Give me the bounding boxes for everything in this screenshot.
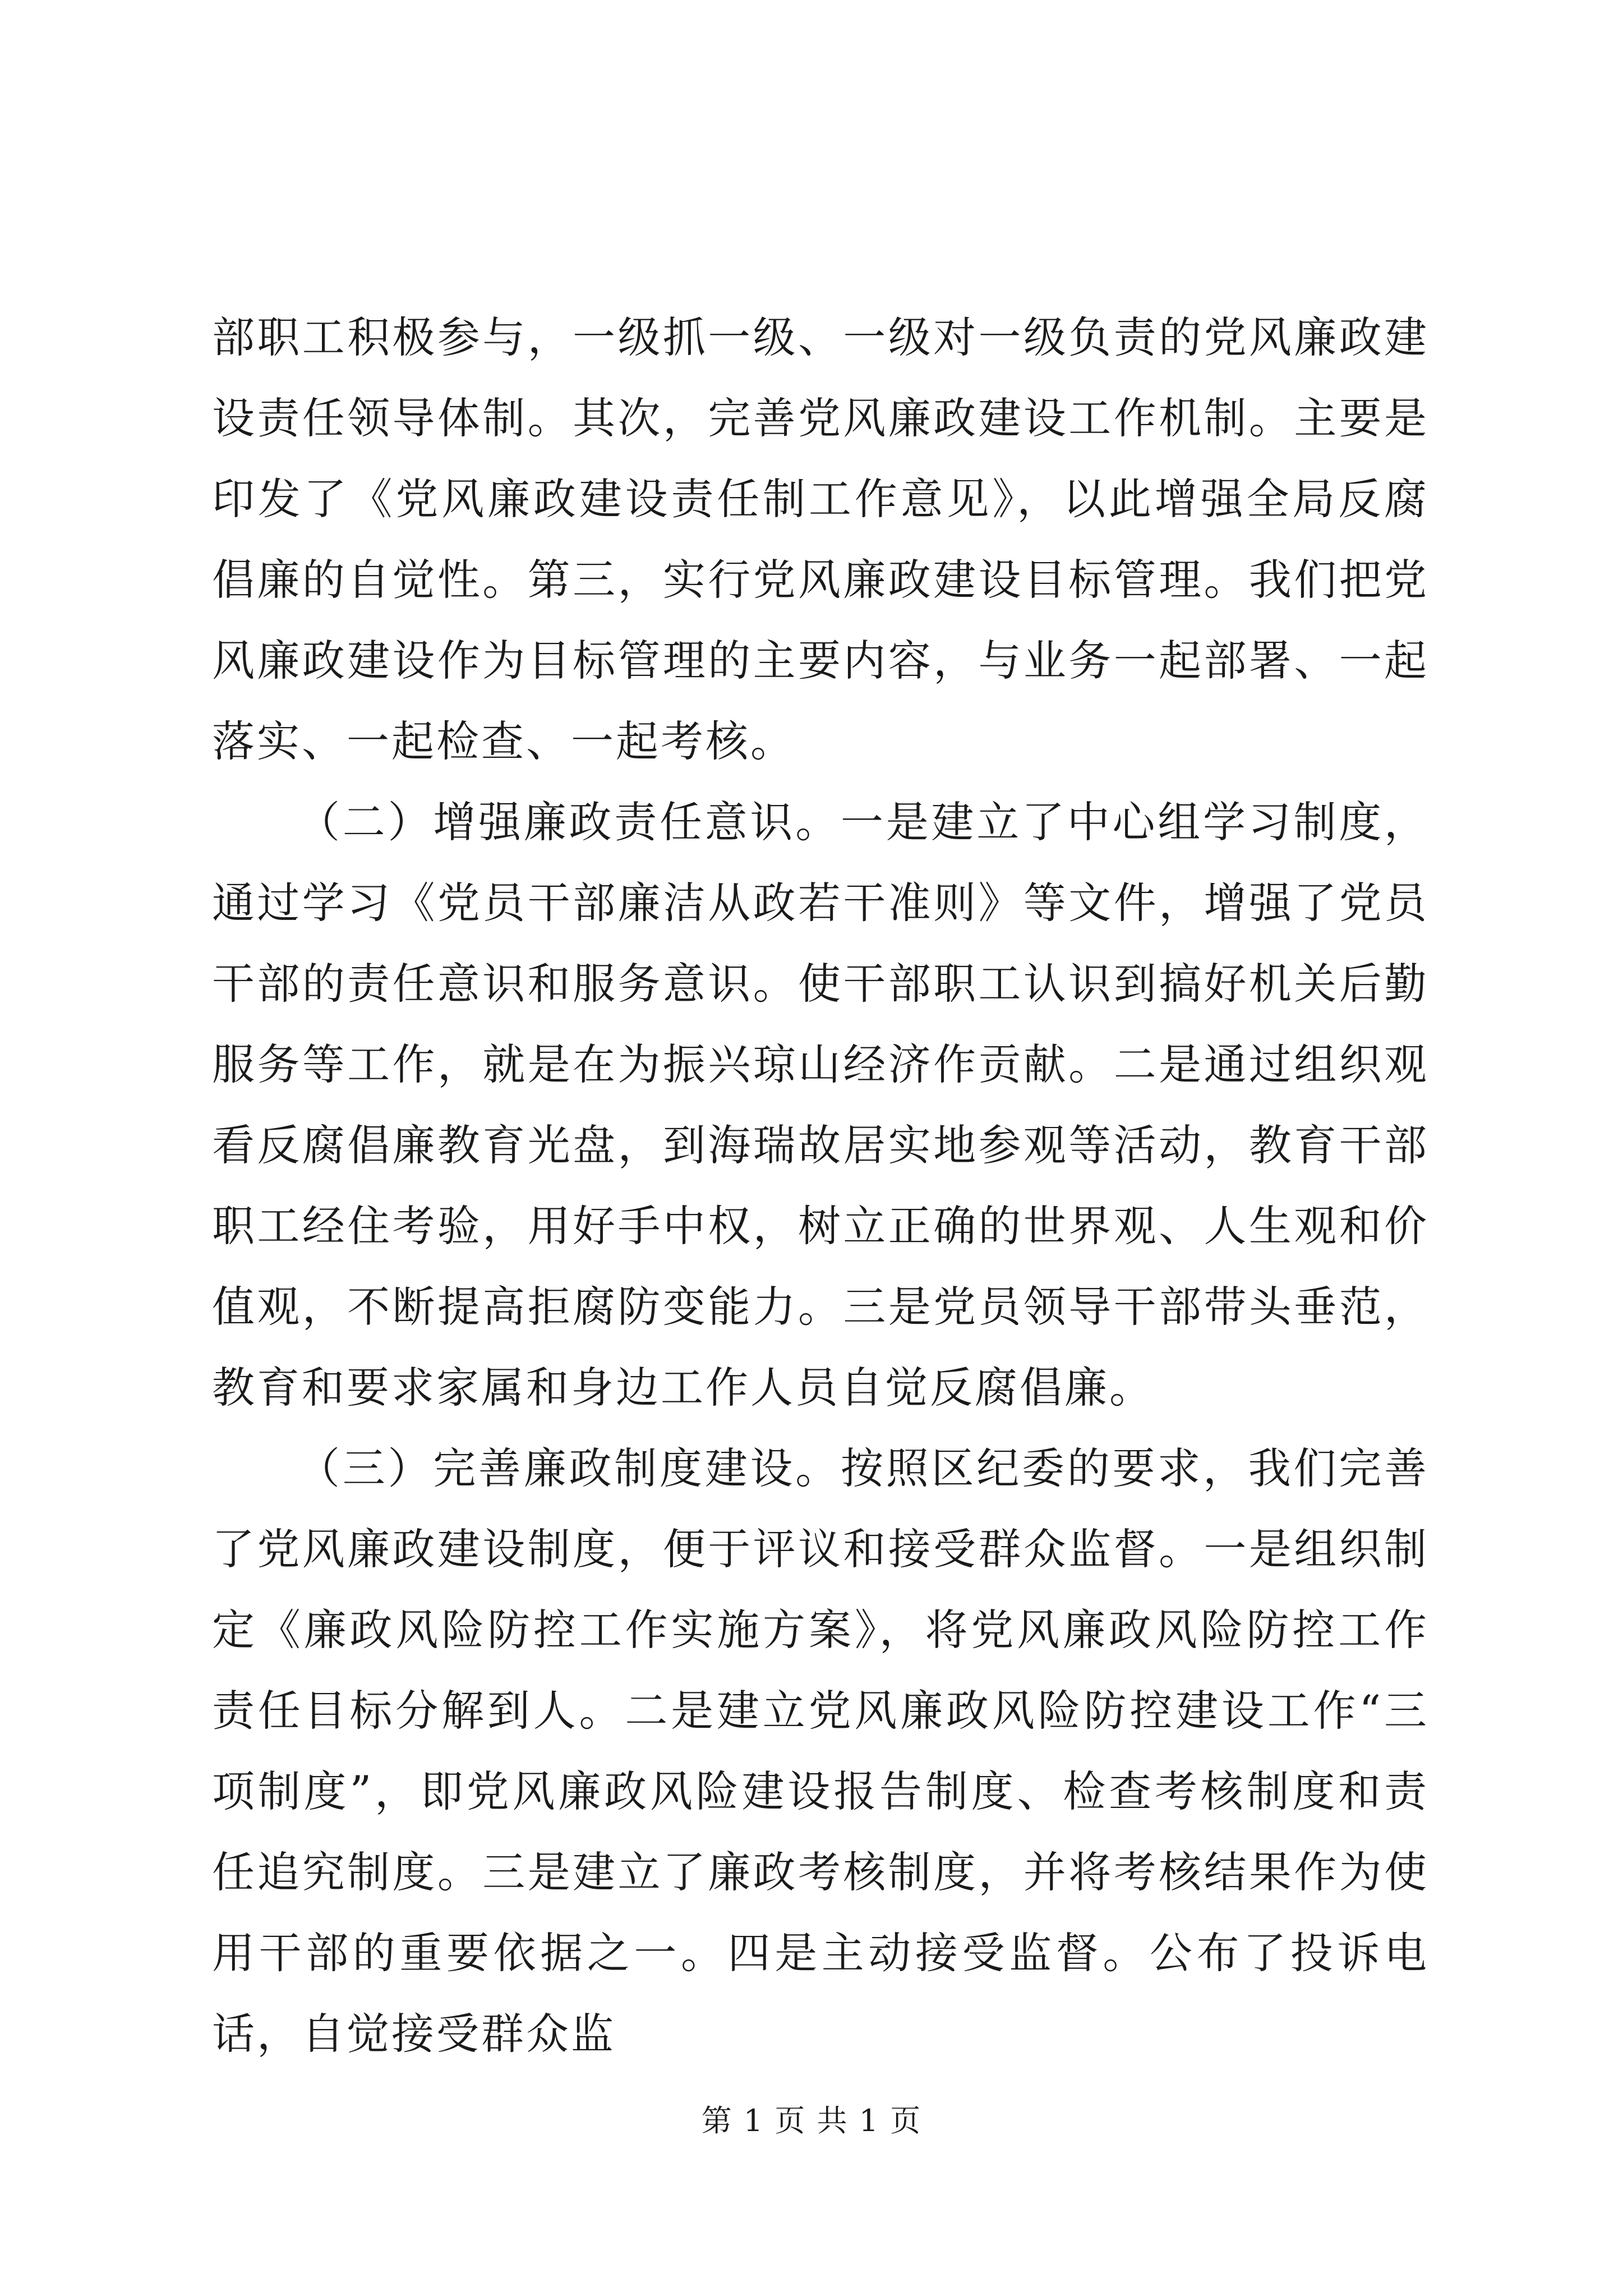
paragraph-2: （二）增强廉政责任意识。一是建立了中心组学习制度，通过学习《党员干部廉洁从政若干准则》等文件，增强了党员干部的责任意识和服务意识。使干部职工认识到搞好机关后勤服务等工作，就是在为振兴琼山经济作贡献。二是通过组织观看反腐倡廉教育光盘，到海瑞故居实地参观等活动，教育干部职工经住考验，用好手中权，树立正确的世界观、人生观和价值观，不断提高拒腐防变能力。三是党员领导干部带头垂范，教育和要求家属和身边工作人员自觉反腐倡廉。 <box>212 797 1429 1412</box>
page-footer: 第 1 页 共 1 页 <box>701 2103 922 2138</box>
document-body <box>212 297 1429 2074</box>
paragraph-1: 部职工积极参与，一级抓一级、一级对一级负责的党风廉政建设责任领导体制。其次，完善党风廉政建设工作机制。主要是印发了《党风廉政建设责任制工作意见》，以此增强全局反腐倡廉的自觉性。第三，实行党风廉政建设目标管理。我们把党风廉政建设作为目标管理的主要内容，与业务一起部署、一起落实、一起检查、一起考核。 <box>212 312 1429 766</box>
paragraph-3: （三）完善廉政制度建设。按照区纪委的要求，我们完善了党风廉政建设制度，便于评议和接受群众监督。一是组织制定《廉政风险防控工作实施方案》，将党风廉政风险防控工作责任目标分解到人。二是建立党风廉政风险防控建设工作“三项制度”，即党风廉政风险建设报告制度、检查考核制度和责任追究制度。三是建立了廉政考核制度，并将考核结果作为使用干部的重要依据之一。四是主动接受监督。公布了投诉电话，自觉接受群众监 <box>212 1443 1429 2059</box>
